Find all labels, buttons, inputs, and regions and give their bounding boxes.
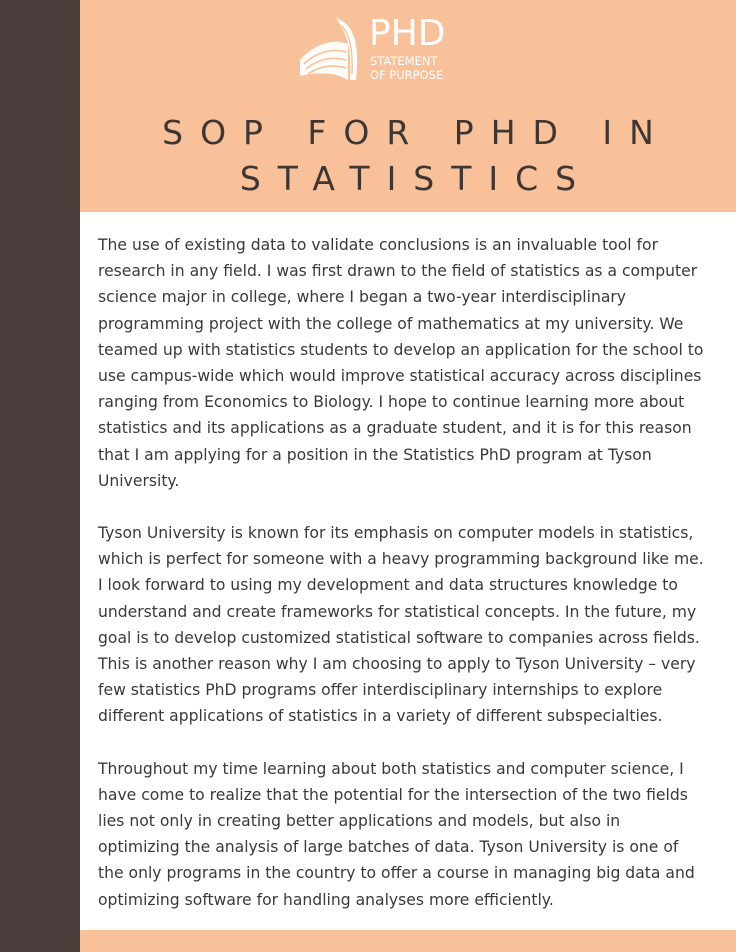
document-body (98, 232, 704, 939)
left-sidebar-bar (0, 0, 80, 952)
body-paragraph-1: The use of existing data to validate conclusions is an invaluable tool for research in any field. I was first drawn to the field of statistics as a computer science major in college, where I began a two-year interdisciplinary programming project with the college of mathematics at my university. We teamed up with statistics students to develop an application for the school to use campus-wide which would improve statistical accuracy across disciplines ranging from Economics to Biology. I hope to continue learning more about statistics and its applications as a graduate student, and it is for this reason that I am applying for a position in the Statistics PhD program at Tyson University. (98, 236, 704, 490)
logo-tagline (370, 54, 470, 82)
logo-brand-text: PHD (369, 13, 446, 54)
logo-tagline-line2: OF PURPOSE (370, 68, 444, 82)
body-paragraph-3: Throughout my time learning about both statistics and computer science, I have come to realize that the potential for the intersection of the two fields lies not only in creating better applications and models, but also in optimizing the analysis of large batches of data. Tyson University is one of the only programs in the country to offer a course in managing big data and optimizing software for handling analyses more efficiently. (98, 759, 695, 909)
logo (296, 14, 456, 86)
logo-tagline-line1: STATEMENT (370, 54, 438, 68)
page-title (80, 110, 736, 202)
page-title-line1: SOP FOR PHD IN (162, 113, 671, 152)
body-paragraph-2: Tyson University is known for its emphasis on computer models in statistics, which is perfect for someone with a heavy programming background like me. I look forward to using my development and data structures knowledge to understand and create frameworks for statistical concepts. In the future, my goal is to develop customized statistical software to companies across fields. This is another reason why I am choosing to apply to Tyson University – very few statistics PhD programs offer interdisciplinary internships to explore different applications of statistics in a variety of different subspecialties. (98, 524, 704, 726)
page-title-line2: STATISTICS (239, 159, 594, 198)
open-book-icon (296, 14, 366, 84)
footer-bar (80, 930, 736, 952)
